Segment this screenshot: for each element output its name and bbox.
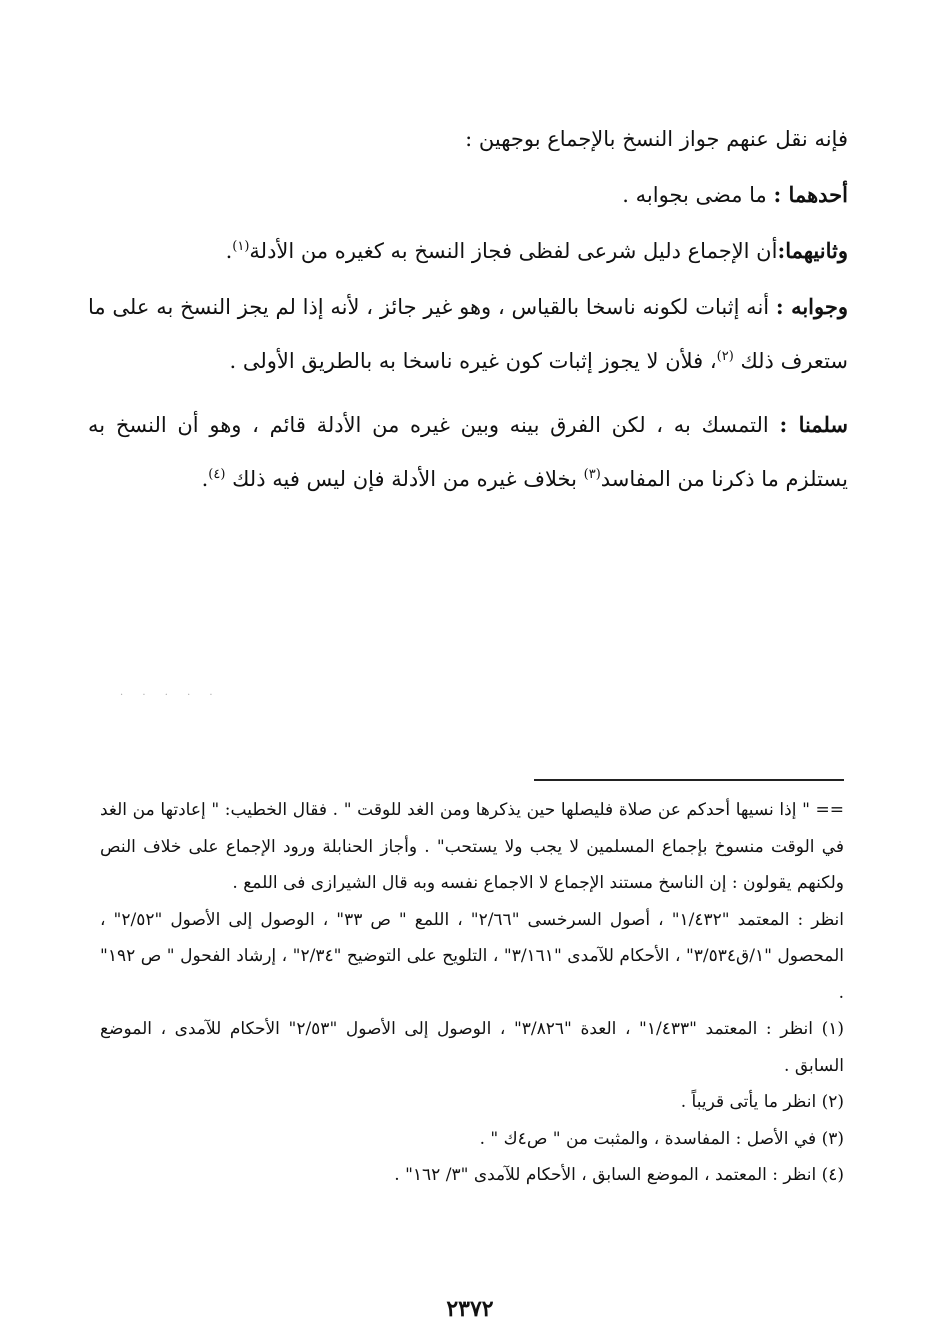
concession-end: . <box>201 467 209 491</box>
footnote-continued-text: == " إذا نسيها أحدكم عن صلاة فليصلها حين يذكرها ومن الغد للوقت " . فقال الخطيب: " إعادتها من الغد في الوقت منسوخ بإجماع المسلمين لا يجب ولا يستحب" . وأجاز الحنابلة ورود الإجماع على خلاف النص ولكنهم يقولون : إن الناسخ مستند الإجماع لا الاجماع نفسه وبه قال الشيرازى فى اللمع . <box>100 800 844 893</box>
scan-specks: · · · · · <box>120 690 221 701</box>
footnote-3 <box>100 1121 844 1158</box>
footnote-continued-refs <box>100 902 844 1012</box>
footnote-4 <box>100 1157 844 1194</box>
footnote-1-text: (١) انظر : المعتمد "١/٤٣٣" ، العدة "٣/٨٢٦" ، الوصول إلى الأصول "٢/٥٣" الأحكام للآمدى ، الموضع السابق . <box>100 1019 844 1076</box>
paragraph-answer <box>88 280 848 388</box>
second-reason-text: أن الإجماع دليل شرعى لفظى فجاز النسخ به كغيره من الأدلة <box>249 239 778 263</box>
main-text <box>88 112 848 506</box>
footnote-ref-4[interactable]: (٤) <box>208 467 226 482</box>
intro-text: فإنه نقل عنهم جواز النسخ بالإجماع بوجهين : <box>465 127 848 151</box>
footnote-ref-2[interactable]: (٢) <box>716 349 734 364</box>
second-reason-end: . <box>225 239 233 263</box>
footnotes <box>100 792 844 1194</box>
answer-label: وجوابه : <box>775 294 848 319</box>
paragraph-second-reason <box>88 224 848 278</box>
footnote-3-text: (٣) في الأصل : المفاسدة ، والمثبت من " ص٤ك " . <box>479 1128 844 1149</box>
page-number: ٢٣٧٢ <box>446 1296 494 1322</box>
footnote-continued <box>100 792 844 902</box>
concession-label: سلمنا : <box>779 412 848 437</box>
second-reason-label: وثانيهما: <box>777 238 848 263</box>
paragraph-concession <box>88 398 848 506</box>
paragraph-first-reason <box>88 168 848 222</box>
footnote-2 <box>100 1084 844 1121</box>
footnote-ref-3[interactable]: (٣) <box>583 467 601 482</box>
concession-text-a: التمسك به ، لكن الفرق بينه وبين غيره من الأدلة قائم ، وهو أن النسخ به يستلزم ما ذكرنا من المفاسد <box>88 413 848 491</box>
answer-text-a: أنه إثبات لكونه ناسخا بالقياس ، وهو غير جائز ، لأنه إذا لم يجز النسخ به على ما ستعرف ذلك <box>88 295 848 373</box>
concession-text-b: بخلاف غيره من الأدلة فإن ليس فيه ذلك <box>225 467 584 491</box>
footnote-separator <box>534 779 844 781</box>
footnote-continued-refs-text: انظر : المعتمد "١/٤٣٢" ، أصول السرخسى "٢/٦٦" ، اللمع " ص ٣٣" ، الوصول إلى الأصول "٢/٥٢" ، المحصول "١/ق٣/٥٣٤" ، الأحكام للآمدى "٣/١٦١" ، التلويح على التوضيح "٢/٣٤" ، إرشاد الفحول " ص ١٩٢" . <box>100 909 845 1003</box>
paragraph-intro <box>88 112 848 166</box>
footnote-4-text: (٤) انظر : المعتمد ، الموضع السابق ، الأحكام للآمدى "٣/ ١٦٢" . <box>394 1165 844 1185</box>
footnote-ref-1[interactable]: (١) <box>232 239 250 254</box>
footnote-2-text: (٢) انظر ما يأتى قريباً . <box>680 1092 844 1112</box>
first-reason-text: ما مضى بجوابه . <box>622 183 774 207</box>
first-reason-label: أحدهما : <box>773 182 848 207</box>
answer-text-b: ، فلأن لا يجوز إثبات كون غيره ناسخا به بالطريق الأولى . <box>229 349 717 373</box>
footnote-1 <box>100 1011 844 1084</box>
